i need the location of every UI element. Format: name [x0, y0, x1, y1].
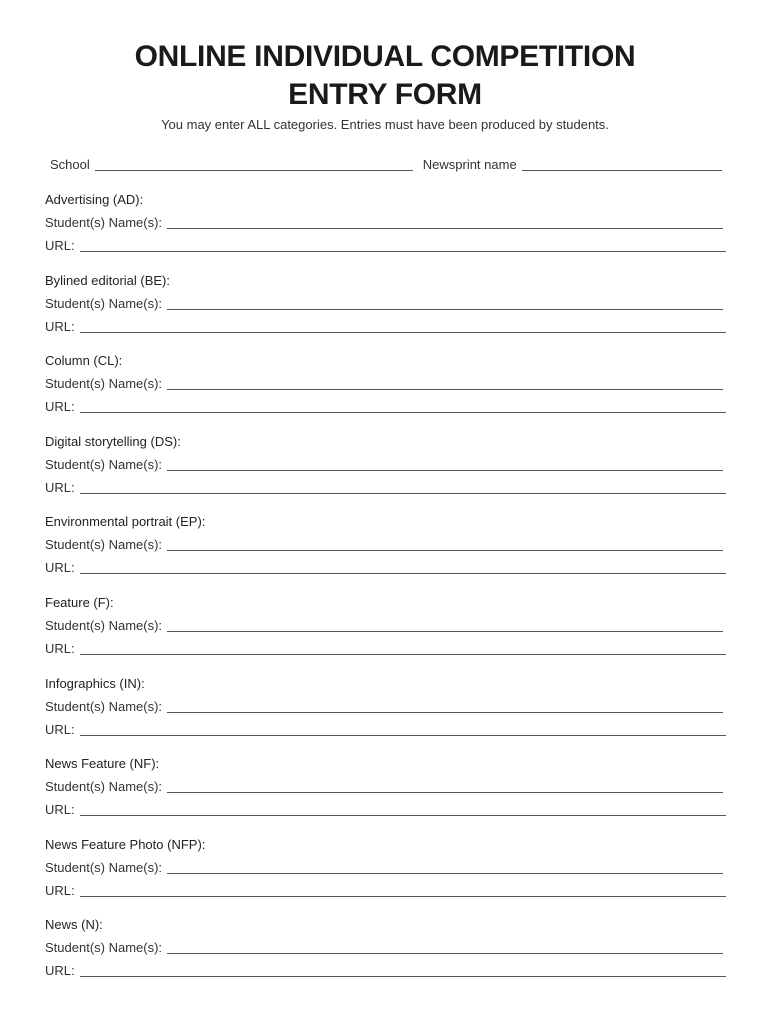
category-title: Digital storytelling (DS):	[45, 434, 181, 449]
url-field[interactable]	[80, 884, 726, 897]
category-title: Environmental portrait (EP):	[45, 514, 206, 529]
url-field[interactable]	[80, 481, 726, 494]
newsprint-name-label: Newsprint name	[422, 157, 517, 172]
newsprint-name-field[interactable]	[522, 158, 722, 171]
url-row	[45, 319, 726, 335]
school-field[interactable]	[95, 158, 413, 171]
url-label: URL:	[45, 238, 75, 253]
students-names-row	[45, 215, 723, 231]
url-row	[45, 883, 726, 899]
students-names-label: Student(s) Name(s):	[45, 860, 163, 875]
url-label: URL:	[45, 560, 75, 575]
students-names-label: Student(s) Name(s):	[45, 457, 163, 472]
category-title: News (N):	[45, 917, 103, 932]
students-names-label: Student(s) Name(s):	[45, 699, 163, 714]
students-names-label: Student(s) Name(s):	[45, 940, 163, 955]
url-field[interactable]	[80, 561, 726, 574]
url-label: URL:	[45, 802, 75, 817]
school-label: School	[50, 157, 90, 172]
category-title: News Feature (NF):	[45, 756, 160, 771]
url-row	[45, 963, 726, 979]
category-title: Column (CL):	[45, 353, 123, 368]
url-row	[45, 480, 726, 496]
url-row	[45, 399, 726, 415]
url-label: URL:	[45, 480, 75, 495]
url-label: URL:	[45, 883, 75, 898]
url-field[interactable]	[80, 400, 726, 413]
students-names-field[interactable]	[167, 780, 723, 793]
url-field[interactable]	[80, 642, 726, 655]
url-row	[45, 238, 726, 254]
students-names-field[interactable]	[167, 619, 723, 632]
url-field[interactable]	[80, 803, 726, 816]
students-names-row	[45, 457, 723, 473]
url-label: URL:	[45, 641, 75, 656]
students-names-label: Student(s) Name(s):	[45, 215, 163, 230]
students-names-label: Student(s) Name(s):	[45, 537, 163, 552]
category-title: Advertising (AD):	[45, 192, 144, 207]
url-field[interactable]	[80, 239, 726, 252]
url-label: URL:	[45, 963, 75, 978]
category-title: News Feature Photo (NFP):	[45, 837, 206, 852]
school-row	[50, 157, 722, 173]
category-title: Bylined editorial (BE):	[45, 273, 170, 288]
form-instructions: You may enter ALL categories. Entries must have been produced by students.	[161, 117, 609, 132]
url-row	[45, 802, 726, 818]
url-row	[45, 560, 726, 576]
category-title: Infographics (IN):	[45, 676, 145, 691]
form-title-line-1: ONLINE INDIVIDUAL COMPETITION	[134, 40, 636, 73]
students-names-label: Student(s) Name(s):	[45, 618, 163, 633]
students-names-row	[45, 376, 723, 392]
students-names-label: Student(s) Name(s):	[45, 779, 163, 794]
students-names-label: Student(s) Name(s):	[45, 376, 163, 391]
url-field[interactable]	[80, 320, 726, 333]
category-title: Feature (F):	[45, 595, 114, 610]
students-names-field[interactable]	[167, 216, 723, 229]
students-names-row	[45, 699, 723, 715]
url-label: URL:	[45, 722, 75, 737]
students-names-row	[45, 779, 723, 795]
form-title-line-2: ENTRY FORM	[288, 78, 482, 111]
url-row	[45, 641, 726, 657]
students-names-field[interactable]	[167, 941, 723, 954]
students-names-row	[45, 618, 723, 634]
students-names-row	[45, 537, 723, 553]
students-names-field[interactable]	[167, 377, 723, 390]
students-names-field[interactable]	[167, 538, 723, 551]
students-names-row	[45, 860, 723, 876]
students-names-label: Student(s) Name(s):	[45, 296, 163, 311]
students-names-field[interactable]	[167, 861, 723, 874]
students-names-field[interactable]	[167, 700, 723, 713]
students-names-row	[45, 940, 723, 956]
url-label: URL:	[45, 399, 75, 414]
students-names-row	[45, 296, 723, 312]
url-field[interactable]	[80, 964, 726, 977]
url-field[interactable]	[80, 723, 726, 736]
url-row	[45, 722, 726, 738]
students-names-field[interactable]	[167, 458, 723, 471]
url-label: URL:	[45, 319, 75, 334]
students-names-field[interactable]	[167, 297, 723, 310]
